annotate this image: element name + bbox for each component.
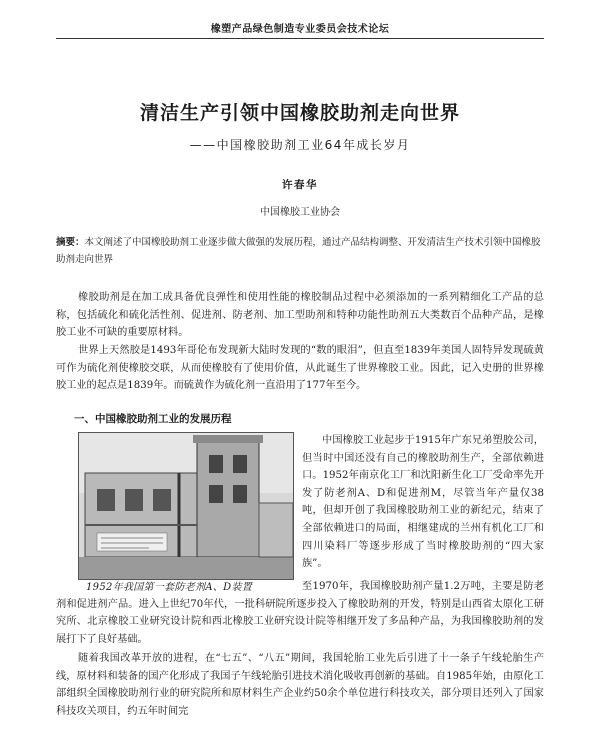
abstract: [56, 234, 542, 268]
paragraph-1970s: 至1970年，我国橡胶助剂产量1.2万吨，主要是防老剂和促进剂产品。进入上世纪70年代，一批科研院所逐步投入了橡胶助剂的开发，特别是山西省太原化工研究所、北京橡胶工业研究设计院和西北橡胶工业研究设计院等相继开发了多品种产品，为我国橡胶助剂的发展打下了良好基础。: [56, 581, 544, 645]
author-affiliation: 中国橡胶工业协会: [260, 207, 340, 218]
author-name: 许春华: [282, 179, 318, 191]
article-title: 清洁生产引领中国橡胶助剂走向世界: [139, 102, 460, 124]
paragraph-origins: 中国橡胶工业起步于1915年广东兄弟塑胶公司，但当时中国还没有自己的橡胶助剂生产，全部依赖进口。1952年南京化工厂和沈阳新生化工厂受命率先开发了防老剂A、D和促进剂M，尽管当年产量仅38吨，但却开创了我国橡胶助剂工业的新纪元，结束了全部依赖进口的局面，相继建成的兰州有机化工厂和四川染料厂等逐步形成了当时橡胶助剂的“四大家族”。: [302, 435, 544, 570]
journal-header: 橡塑产品绿色制造专业委员会技术论坛: [210, 24, 390, 35]
photo-caption: 1952年我国第一套防老剂A、D装置: [86, 582, 253, 593]
abstract-text: 本文阐述了中国橡胶助剂工业逐步做大做强的发展历程，通过产品结构调整、开发清洁生产技术引领中国橡胶助剂走向世界: [56, 237, 541, 265]
paragraph-history: 世界上天然胶是1493年哥伦布发现新大陆时发现的“数的眼泪”，但直至1839年美国人固特异发现硫黄可作为硫化剂使橡胶交联，从而使橡胶有了使用价值，从此诞生了世界橡胶工业。因此，记入史册的世界橡胶工业的起点是1839年。而硫黄作为硫化剂一直沿用了177年至今。: [56, 345, 544, 392]
article-subtitle: ——中国橡胶助剂工业64年成长岁月: [189, 138, 411, 152]
factory-photo: [78, 432, 294, 580]
section-heading: 一、中国橡胶助剂工业的发展历程: [74, 413, 232, 425]
paragraph-intro: 橡胶助剂是在加工成具备优良弹性和使用性能的橡胶制品过程中必须添加的一系列精细化工产品的总称，包括硫化和硫化活性剂、促进剂、防老剂、加工型助剂和特种功能性助剂五大类数百个品种产品，是橡胶工业不可缺的重要原材料。: [56, 292, 544, 339]
header-rule: [56, 38, 544, 39]
paragraph-reform: 随着我国改革开放的进程，在“七五”、“八五”期间，我国轮胎工业先后引进了十一条子午线轮胎生产线，原材料和装备的国产化形成了我国子午线轮胎引进技术消化吸收再创新的基础。自1985年始，由原化工部组织全国橡胶助剂行业的研究院所和原材料生产企业约50余个单位进行科技攻关，部分项目还列入了国家科技攻关项目，约五年时间完: [56, 653, 544, 717]
abstract-label: 摘要：: [56, 237, 85, 248]
